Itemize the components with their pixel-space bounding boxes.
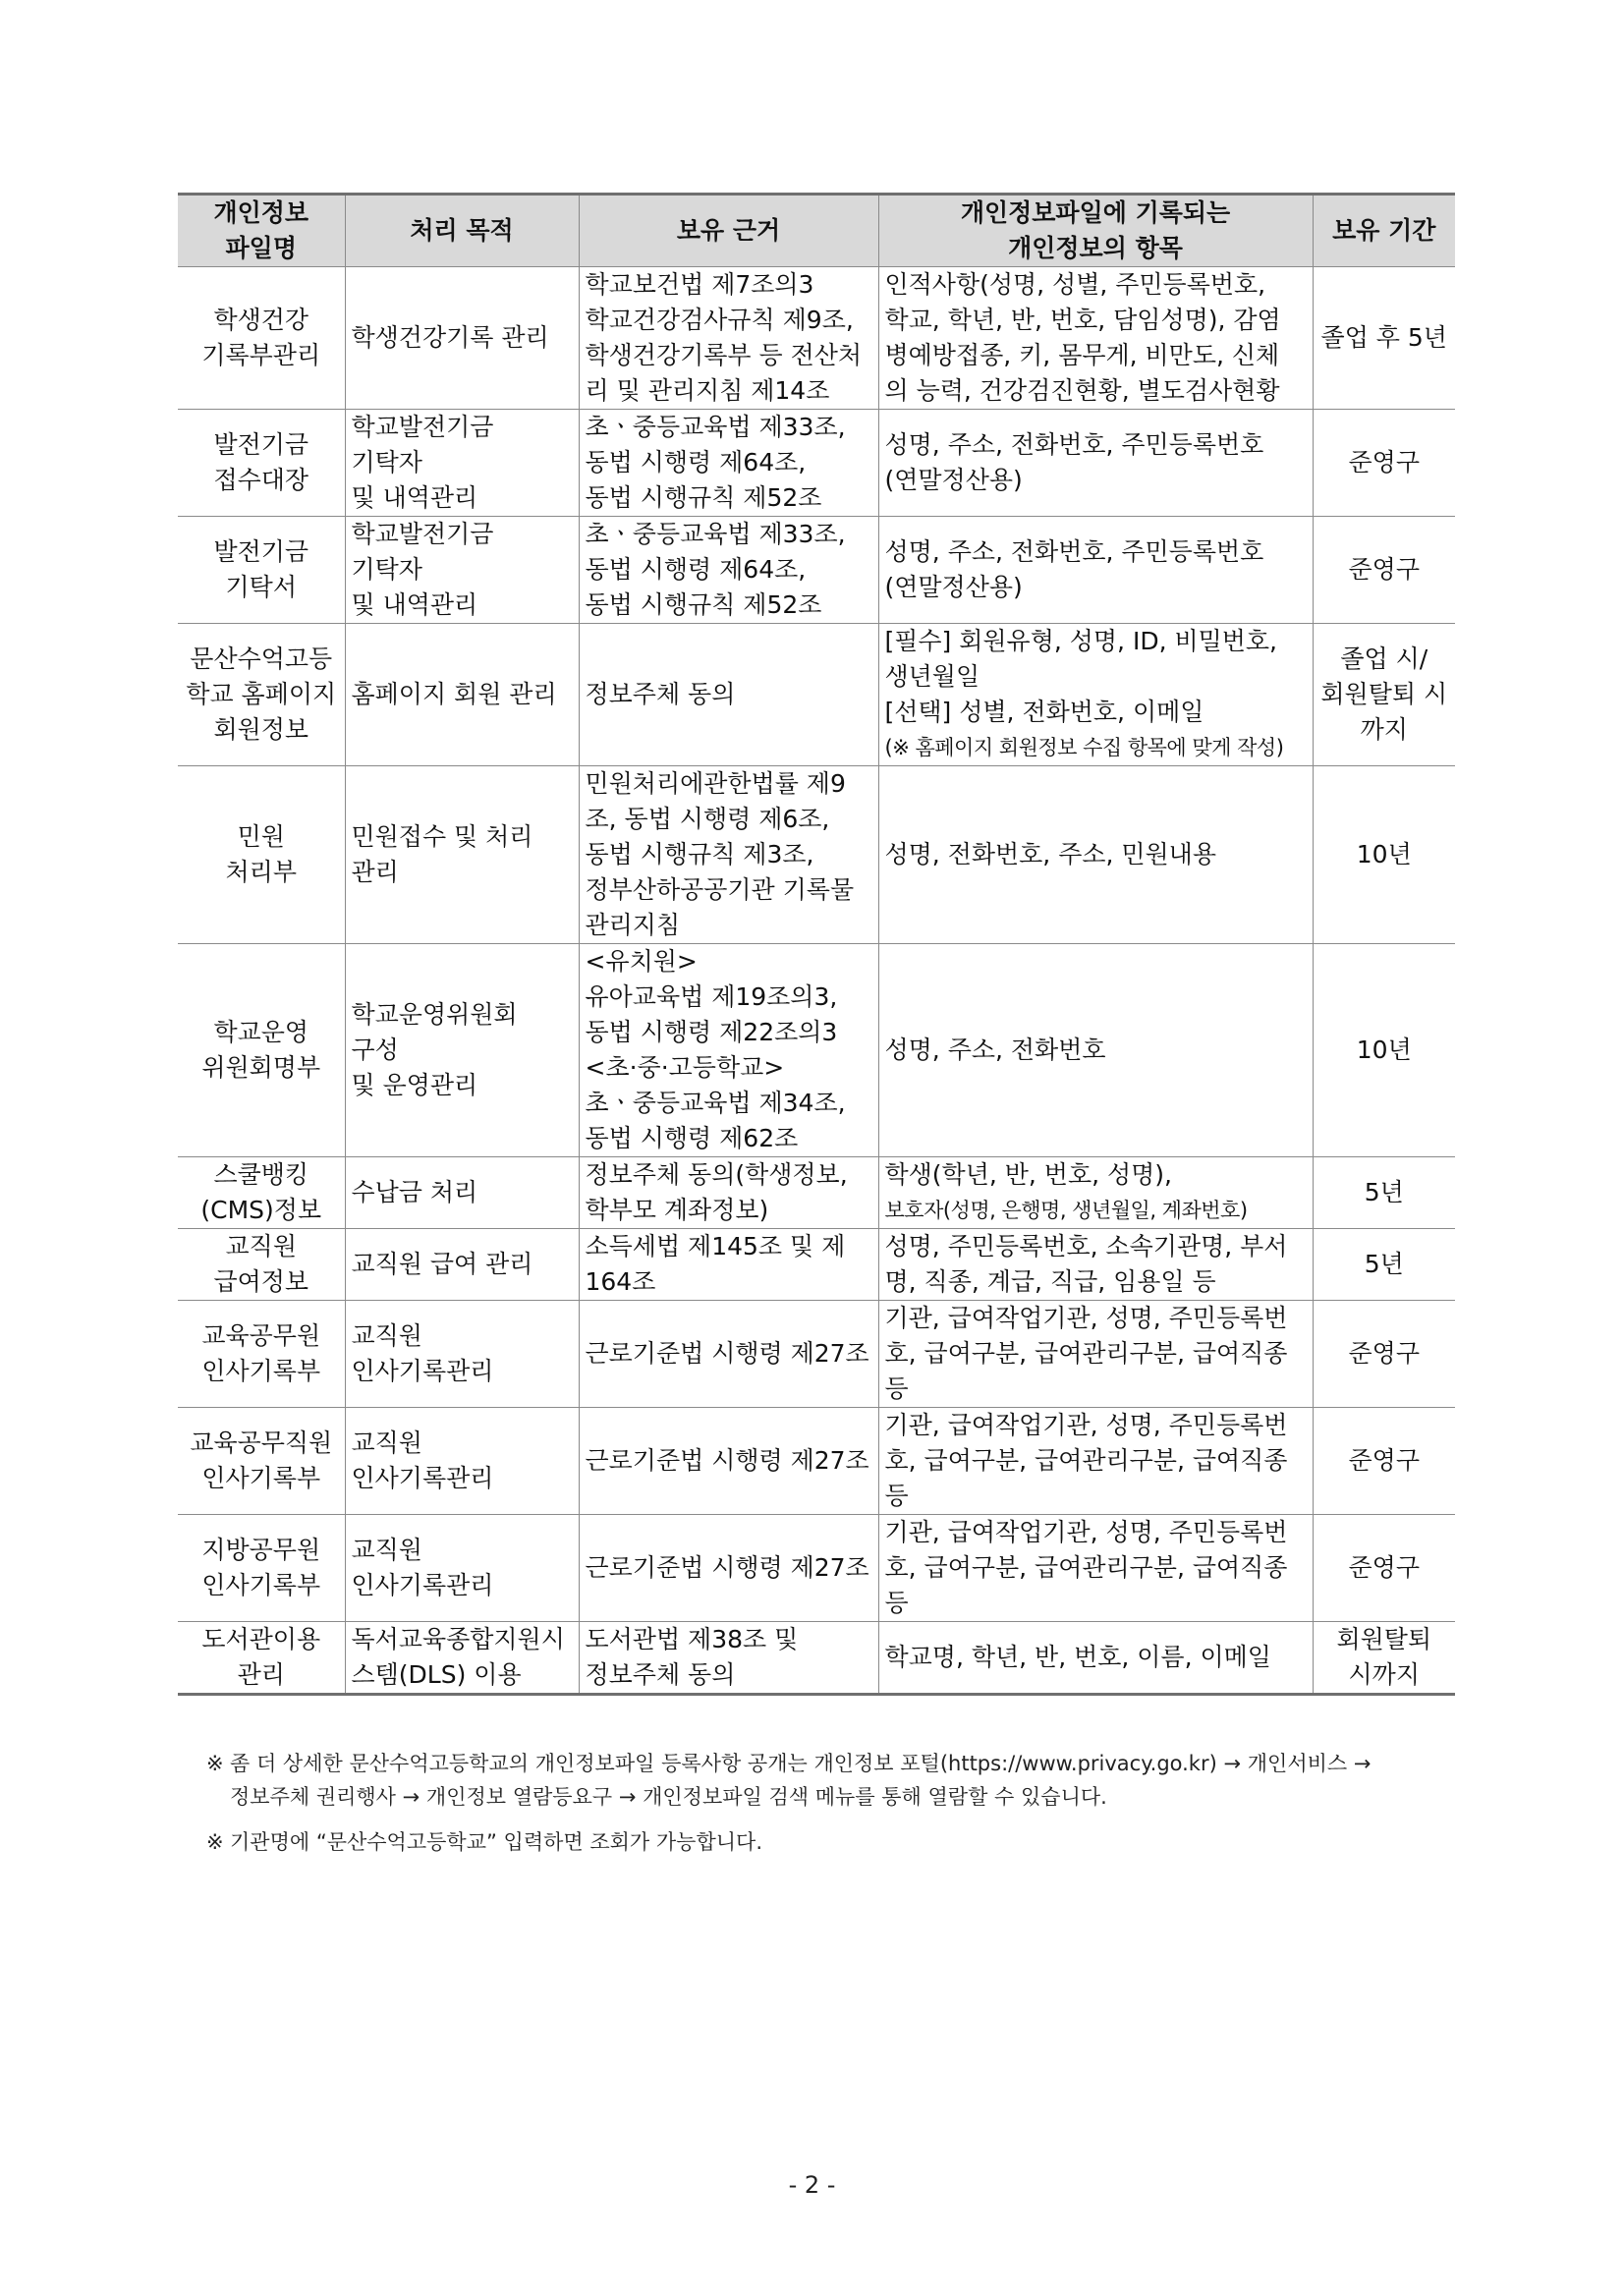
cell-purpose <box>345 1157 579 1229</box>
cell-purpose <box>345 1229 579 1301</box>
cell-text-line: 준영구 <box>1348 1446 1420 1475</box>
cell-items <box>878 766 1313 944</box>
cell-text-line: 교직원 <box>225 1232 297 1260</box>
cell-purpose <box>345 517 579 624</box>
cell-text-line: (연말정산용) <box>884 573 1023 601</box>
cell-text-line: 등 <box>884 1589 909 1617</box>
header-text-line: 개인정보파일에 기록되는 <box>960 198 1231 227</box>
cell-file-name <box>178 1157 345 1229</box>
cell-text-line: 근로기준법 시행령 제27조 <box>585 1446 869 1475</box>
cell-purpose <box>345 267 579 410</box>
cell-text-line: 및 내역관리 <box>351 483 478 512</box>
cell-basis <box>579 267 878 410</box>
cell-text-line: 등 <box>884 1482 909 1510</box>
cell-text-line: 리 및 관리지침 제14조 <box>585 376 830 405</box>
cell-text-line: 및 내역관리 <box>351 590 478 619</box>
cell-text-line: 졸업 시/ <box>1340 644 1428 673</box>
cell-purpose <box>345 624 579 766</box>
footnote-line: 기관명에 “문산수억고등학교” 입력하면 조회가 가능합니다. <box>230 1830 762 1854</box>
header-row <box>178 195 1455 267</box>
header-text-line: 개인정보 <box>213 198 309 227</box>
cell-text-line: 민원처리에관한법률 제9 <box>585 769 846 798</box>
cell-text-line: 문산수억고등 <box>190 644 333 673</box>
cell-text-line: 동법 시행규칙 제3조, <box>585 840 814 868</box>
cell-text-line: 5년 <box>1364 1250 1404 1278</box>
cell-text-line: 근로기준법 시행령 제27조 <box>585 1339 869 1368</box>
cell-text-line: 호, 급여구분, 급여관리구분, 급여직종 <box>884 1553 1288 1582</box>
cell-text-line: 교육공무직원 <box>190 1428 333 1457</box>
cell-purpose <box>345 1408 579 1515</box>
table-row <box>178 1301 1455 1408</box>
cell-items <box>878 1229 1313 1301</box>
header-text-line: 보유 기간 <box>1332 216 1436 245</box>
cell-items <box>878 1408 1313 1515</box>
cell-purpose <box>345 944 579 1157</box>
cell-period <box>1313 517 1455 624</box>
cell-text-line: 164조 <box>585 1267 656 1296</box>
cell-text-line: 초ㆍ중등교육법 제33조, <box>585 413 846 441</box>
cell-text-line: 학교 홈페이지 <box>186 680 337 708</box>
cell-text-line: <유치원> <box>585 947 698 976</box>
cell-purpose <box>345 410 579 517</box>
cell-text-line: 지방공무원 <box>201 1536 321 1564</box>
cell-text-line: 학교운영위원회 구성 <box>351 1000 518 1064</box>
cell-text-line: 기록부관리 <box>201 341 321 369</box>
cell-period <box>1313 410 1455 517</box>
cell-text-line: 발전기금 <box>213 430 309 459</box>
footnote <box>206 1747 1474 1814</box>
cell-text-line: 기관, 급여작업기관, 성명, 주민등록번 <box>884 1411 1288 1439</box>
header-file-name <box>178 195 345 267</box>
cell-file-name <box>178 1408 345 1515</box>
cell-text-line: 교직원 인사기록관리 <box>351 1321 494 1385</box>
footnote-mark: ※ <box>206 1830 224 1854</box>
cell-period <box>1313 1515 1455 1622</box>
cell-text-line: 및 운영관리 <box>351 1071 478 1099</box>
footnote-line: 좀 더 상세한 문산수억고등학교의 개인정보파일 등록사항 공개는 개인정보 포털(https://www.privacy.go.kr) → 개인서비스 → <box>230 1752 1372 1775</box>
cell-text-line: 생년월일 <box>884 662 980 691</box>
cell-text-line: 회원정보 <box>213 715 309 744</box>
footnotes <box>206 1747 1474 1871</box>
cell-text-line: 초ㆍ중등교육법 제34조, <box>585 1089 846 1117</box>
header-text-line: 파일명 <box>225 234 297 262</box>
table-row <box>178 1622 1455 1695</box>
cell-text-line: 학생건강기록부 등 전산처 <box>585 341 863 369</box>
cell-text-line: 호, 급여구분, 급여관리구분, 급여직종 <box>884 1339 1288 1368</box>
cell-text-line: 교직원 인사기록관리 <box>351 1428 494 1492</box>
cell-items <box>878 624 1313 766</box>
cell-text-line: 근로기준법 시행령 제27조 <box>585 1553 869 1582</box>
cell-text-line: 명, 직종, 계급, 직급, 임용일 등 <box>884 1267 1216 1296</box>
cell-text-line: 학교, 학년, 반, 번호, 담임성명), 감염 <box>884 306 1281 334</box>
cell-text-line: 홈페이지 회원 관리 <box>351 680 557 708</box>
cell-text-line: 성명, 전화번호, 주소, 민원내용 <box>884 840 1216 868</box>
cell-text-line: 학교명, 학년, 반, 번호, 이름, 이메일 <box>884 1643 1271 1671</box>
cell-text-line: 민원 <box>237 822 285 851</box>
cell-note: 보호자(성명, 은행명, 생년월일, 계좌번호) <box>884 1199 1248 1222</box>
table-row <box>178 410 1455 517</box>
cell-text-line: 스쿨뱅킹 <box>213 1160 309 1189</box>
page-number: - 2 - <box>788 2171 836 2199</box>
header-period <box>1313 195 1455 267</box>
cell-text-line: 정보주체 동의(학생정보, <box>585 1160 848 1189</box>
cell-text-line: (CMS)정보 <box>200 1196 322 1224</box>
cell-text-line: 발전기금 <box>213 537 309 566</box>
cell-text-line: 졸업 후 5년 <box>1320 323 1447 352</box>
cell-period <box>1313 267 1455 410</box>
cell-text-line: 학교발전기금 기탁자 <box>351 520 494 584</box>
cell-period <box>1313 1301 1455 1408</box>
cell-text-line: 학생(학년, 반, 번호, 성명), <box>884 1160 1172 1189</box>
cell-basis <box>579 624 878 766</box>
footnote-line: 정보주체 권리행사 → 개인정보 열람등요구 → 개인정보파일 검색 메뉴를 통해 열람할 수 있습니다. <box>230 1785 1107 1809</box>
cell-purpose <box>345 1622 579 1695</box>
cell-purpose <box>345 1515 579 1622</box>
cell-text-line: 교직원 급여 관리 <box>351 1250 533 1278</box>
cell-file-name <box>178 1301 345 1408</box>
cell-basis <box>579 1229 878 1301</box>
cell-file-name <box>178 766 345 944</box>
cell-text-line: 관리지침 <box>585 911 681 939</box>
table-row <box>178 1229 1455 1301</box>
cell-text-line: 학교건강검사규칙 제9조, <box>585 306 854 334</box>
cell-text-line: 학교보건법 제7조의3 <box>585 270 814 299</box>
cell-text-line: 동법 시행령 제64조, <box>585 555 807 584</box>
cell-text-line: 독서교육종합지원시 <box>351 1625 565 1653</box>
cell-purpose <box>345 1301 579 1408</box>
cell-text-line: 학생건강기록 관리 <box>351 323 549 352</box>
header-text-line: 보유 근거 <box>676 216 781 245</box>
cell-text-line: 도서관이용 <box>201 1625 321 1653</box>
cell-text-line: 의 능력, 건강검진현황, 별도검사현황 <box>884 376 1280 405</box>
cell-items <box>878 1157 1313 1229</box>
header-items <box>878 195 1313 267</box>
cell-file-name <box>178 410 345 517</box>
cell-basis <box>579 766 878 944</box>
cell-text-line: 교육공무원 <box>201 1321 321 1350</box>
personal-info-file-table <box>178 193 1455 1696</box>
cell-text-line: 학교운영 <box>213 1018 309 1046</box>
cell-basis <box>579 1622 878 1695</box>
cell-text-line: 까지 <box>1360 715 1408 744</box>
cell-text-line: 학생건강 <box>213 306 309 334</box>
cell-text-line: 급여정보 <box>213 1267 309 1296</box>
cell-text-line: 초ㆍ중등교육법 제33조, <box>585 520 846 548</box>
table-row <box>178 766 1455 944</box>
header-text-line: 처리 목적 <box>410 216 514 245</box>
cell-text-line: <초·중·고등학교> <box>585 1053 785 1082</box>
cell-text-line: 호, 급여구분, 급여관리구분, 급여직종 <box>884 1446 1288 1475</box>
cell-note: (※ 홈페이지 회원정보 수집 항목에 맞게 작성) <box>884 736 1284 759</box>
cell-text-line: 정보주체 동의 <box>585 680 736 708</box>
cell-text-line: 동법 시행령 제22조의3 <box>585 1018 838 1046</box>
cell-text-line: 기관, 급여작업기관, 성명, 주민등록번 <box>884 1304 1288 1332</box>
header-purpose <box>345 195 579 267</box>
cell-items <box>878 517 1313 624</box>
cell-file-name <box>178 1229 345 1301</box>
cell-text-line: 동법 시행령 제62조 <box>585 1124 799 1152</box>
table-header <box>178 195 1455 267</box>
cell-text-line: 위원회명부 <box>201 1053 321 1082</box>
cell-file-name <box>178 517 345 624</box>
cell-file-name <box>178 1515 345 1622</box>
cell-purpose <box>345 766 579 944</box>
cell-text-line: 기관, 급여작업기관, 성명, 주민등록번 <box>884 1518 1288 1546</box>
cell-text-line: [필수] 회원유형, 성명, ID, 비밀번호, <box>884 627 1278 655</box>
cell-text-line: 인사기록부 <box>201 1357 321 1385</box>
cell-text-line: 수납금 처리 <box>351 1178 478 1206</box>
cell-text-line: 인사기록부 <box>201 1464 321 1492</box>
table-row <box>178 267 1455 410</box>
cell-basis <box>579 517 878 624</box>
cell-items <box>878 1301 1313 1408</box>
cell-text-line: 시까지 <box>1348 1660 1420 1689</box>
cell-basis <box>579 1408 878 1515</box>
footnote <box>206 1825 1474 1859</box>
cell-items <box>878 410 1313 517</box>
cell-file-name <box>178 1622 345 1695</box>
cell-period <box>1313 1229 1455 1301</box>
cell-text-line: 준영구 <box>1348 1339 1420 1368</box>
cell-items <box>878 1515 1313 1622</box>
cell-text-line: 기탁서 <box>225 573 297 601</box>
cell-basis <box>579 1157 878 1229</box>
cell-text-line: 성명, 주소, 전화번호, 주민등록번호 <box>884 537 1264 566</box>
cell-items <box>878 944 1313 1157</box>
cell-text-line: 동법 시행규칙 제52조 <box>585 590 822 619</box>
table-row <box>178 1408 1455 1515</box>
cell-items <box>878 1622 1313 1695</box>
cell-file-name <box>178 944 345 1157</box>
cell-text-line: 성명, 주소, 전화번호, 주민등록번호 <box>884 430 1264 459</box>
table-row <box>178 517 1455 624</box>
cell-period <box>1313 1157 1455 1229</box>
cell-text-line: 준영구 <box>1348 448 1420 476</box>
cell-text-line: [선택] 성별, 전화번호, 이메일 <box>884 698 1204 726</box>
cell-period <box>1313 944 1455 1157</box>
cell-text-line: 인적사항(성명, 성별, 주민등록번호, <box>884 270 1266 299</box>
cell-text-line: 준영구 <box>1348 1553 1420 1582</box>
table-row <box>178 624 1455 766</box>
cell-text-line: 관리 <box>237 1660 285 1689</box>
cell-text-line: 스템(DLS) 이용 <box>351 1660 522 1689</box>
cell-text-line: 병예방접종, 키, 몸무게, 비만도, 신체 <box>884 341 1280 369</box>
cell-text-line: 소득세법 제145조 및 제 <box>585 1232 846 1260</box>
cell-text-line: 성명, 주소, 전화번호 <box>884 1036 1106 1064</box>
table-row <box>178 1157 1455 1229</box>
cell-text-line: 회원탈퇴 시 <box>1320 680 1448 708</box>
cell-items <box>878 267 1313 410</box>
cell-text-line: 정보주체 동의 <box>585 1660 736 1689</box>
cell-basis <box>579 1515 878 1622</box>
table-row <box>178 944 1455 1157</box>
cell-file-name <box>178 624 345 766</box>
header-text-line: 개인정보의 항목 <box>1008 234 1183 262</box>
cell-period <box>1313 766 1455 944</box>
cell-file-name <box>178 267 345 410</box>
cell-text-line: 성명, 주민등록번호, 소속기관명, 부서 <box>884 1232 1288 1260</box>
table-body <box>178 267 1455 1695</box>
table-row <box>178 1515 1455 1622</box>
cell-text-line: 학교발전기금 기탁자 <box>351 413 494 476</box>
cell-text-line: 등 <box>884 1374 909 1403</box>
cell-text-line: (연말정산용) <box>884 466 1023 494</box>
cell-text-line: 도서관법 제38조 및 <box>585 1625 799 1653</box>
cell-period <box>1313 1622 1455 1695</box>
header-basis <box>579 195 878 267</box>
cell-basis <box>579 944 878 1157</box>
cell-text-line: 정부산하공공기관 기록물 <box>585 875 855 904</box>
cell-text-line: 동법 시행령 제64조, <box>585 448 807 476</box>
cell-text-line: 10년 <box>1356 1036 1412 1064</box>
cell-text-line: 10년 <box>1356 840 1412 868</box>
cell-period <box>1313 624 1455 766</box>
cell-text-line: 인사기록부 <box>201 1571 321 1599</box>
cell-text-line: 조, 동법 시행령 제6조, <box>585 805 830 833</box>
cell-text-line: 학부모 계좌정보) <box>585 1196 769 1224</box>
cell-text-line: 회원탈퇴 <box>1336 1625 1432 1653</box>
cell-text-line: 준영구 <box>1348 555 1420 584</box>
cell-text-line: 처리부 <box>225 858 297 886</box>
cell-text-line: 5년 <box>1364 1178 1404 1206</box>
cell-text-line: 민원접수 및 처리 관리 <box>351 822 533 886</box>
cell-period <box>1313 1408 1455 1515</box>
cell-text-line: 교직원 인사기록관리 <box>351 1536 494 1599</box>
cell-text-line: 접수대장 <box>213 466 309 494</box>
cell-text-line: 동법 시행규칙 제52조 <box>585 483 822 512</box>
footnote-mark: ※ <box>206 1752 224 1775</box>
cell-basis <box>579 410 878 517</box>
cell-basis <box>579 1301 878 1408</box>
cell-text-line: 유아교육법 제19조의3, <box>585 982 838 1011</box>
